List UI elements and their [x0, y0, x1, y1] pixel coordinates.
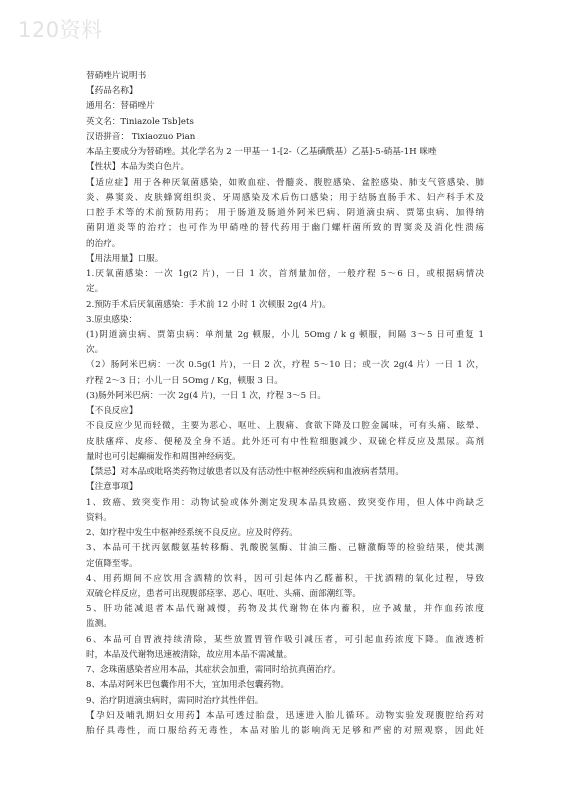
- text-line: 汉语拼音： Tixiaozuo Pian: [86, 131, 196, 142]
- text-line: 英文名：Tiniazole Tsb]ets: [86, 116, 194, 127]
- text-line: 量时也可引起癫痫发作和周围神经病变。: [86, 451, 241, 462]
- text-line: 1.厌氧菌感染：一次 1g(2 片)，一日 1 次，首剂量加倍，一般疗程 5～6 日，或根据病情决: [86, 269, 484, 280]
- text-line: 双硫仑样反应，患者可出现腹部痉挛、恶心、呕吐、头痛、面部潮红等。: [86, 588, 362, 599]
- section-heading: 【性状】本品为类白色片。: [86, 162, 190, 173]
- text-line: 监测。: [86, 619, 112, 630]
- text-line: (1)阴道滴虫病、贾第虫病：单剂量 2g 顿服，小儿 5Omg / k g 顿服，间隔 3～5 日可重复 1: [86, 329, 484, 340]
- text-line: 1、致癌、致突变作用：动物试验或体外测定发现本品具致癌、致突变作用，但人体中尚缺乏: [86, 497, 484, 508]
- document-body: [86, 72, 484, 742]
- section-heading: 【禁忌】对本品或吡咯类药物过敏患者以及有活动性中枢神经疾病和血液病者禁用。: [86, 467, 404, 478]
- text-line: 皮肤瘙痒、皮疹、便秘及全身不适。此外还可有中性粒细胞减少、双硫仑样反应及黑尿。高剂: [86, 436, 484, 447]
- text-line: 8、本品对阿米巴包囊作用不大，宜加用杀包囊药物。: [86, 680, 290, 691]
- text-line: 9、治疗阴道滴虫病时，需同时治疗其性伴侣。: [86, 695, 264, 706]
- text-line: 4、用药期间不应饮用含酒精的饮料，因可引起体内乙醛蓄积，干扰酒精的氧化过程，导致: [86, 573, 484, 584]
- text-line: 的治疗。: [86, 238, 121, 249]
- text-line: 2、如疗程中发生中枢神经系统不良反应。应及时停药。: [86, 528, 298, 539]
- text-line: 7、念珠菌感染者应用本品，其症状会加重，需同时给抗真菌治疗。: [86, 665, 341, 676]
- text-line: 炎、鼻窦炎、皮肤蜂窝组织炎、牙周感染及术后伤口感染；用于结肠直肠手术、妇产科手术及: [86, 192, 484, 203]
- text-line: (3)肠外阿米巴病：一次 2g(4 片)，一日 1 次，疗程 3～5 日。: [86, 390, 326, 401]
- section-heading: 【用法用量】口服。: [86, 253, 164, 264]
- text-line: 3、本品可干扰丙氨酸氨基转移酶、乳酸脱氢酶、甘油三酯、己糖激酶等的检验结果，使其测: [86, 543, 484, 554]
- section-heading: 【药品名称】: [86, 86, 138, 97]
- text-line: 通用名：替硝唑片: [86, 101, 155, 112]
- text-line: 口腔手术等的术前预防用药； 用于肠道及肠道外阿米巴病、阴道滴虫病、贾第虫病、加得纳: [86, 208, 484, 219]
- text-line: 2.预防手术后厌氧菌感染：手术前 12 小时 1 次顿服 2g(4 片)。: [86, 299, 331, 310]
- text-line: 【孕妇及哺乳期妇女用药】本品可透过胎盘，迅速进入胎儿循环。动物实验发现腹腔给药对: [86, 710, 484, 721]
- text-line: 【适应症】用于各种厌氧菌感染，如败血症、骨髓炎、腹腔感染、盆腔感染、肺支气管感染、肺: [86, 177, 484, 188]
- text-line: 疗程 2～3 日；小儿一日 5Omg / Kg，顿服 3 日。: [86, 375, 283, 386]
- text-line: 3.原虫感染：: [86, 314, 138, 325]
- text-line: 6、本品可自胃液持续清除，某些放置胃管作吸引减压者，可引起血药浓度下降。血液透析: [86, 634, 484, 645]
- text-line: 胎仔具毒性，而口服给药无毒性，本品对胎儿的影响尚无足够和严密的对照观察，因此妊: [86, 726, 484, 737]
- text-line: 次。: [86, 345, 104, 356]
- watermark-logo: 120资料: [18, 18, 103, 42]
- text-line: 定值降至零。: [86, 558, 138, 569]
- text-line: 菌阴道炎等的治疗；也可作为甲硝唑的替代药用于幽门螺杆菌所致的胃窦炎及消化性溃疡: [86, 223, 484, 234]
- doc-title: 替硝唑片说明书: [86, 71, 147, 81]
- section-heading: 【不良反应】: [86, 406, 138, 417]
- text-line: （2）肠阿米巴病：一次 0.5g(1 片)，一日 2 次，疗程 5～10 日；或一次 2g(4 片）一日 1 次，: [86, 360, 484, 371]
- text-line: 本品主要成分为替硝唑。其化学名为 2 一甲基一 1-[2-（乙基磺酰基）乙基]-5-硝基-1H 咪唑: [86, 147, 437, 158]
- text-line: 定。: [86, 284, 104, 295]
- text-line: 资料。: [86, 512, 112, 523]
- text-line: 5、肝功能减退者本品代谢减慢，药物及其代谢物在体内蓄积，应予减量，并作血药浓度: [86, 604, 484, 615]
- section-heading: 【注意事项】: [86, 482, 138, 493]
- text-line: 不良反应少见而轻微，主要为恶心、呕吐、上腹痛、食欲下降及口腔金属味，可有头痛、眩晕、: [86, 421, 484, 432]
- text-line: 时，本品及代谢物迅速被清除，故应用本品不需减量。: [86, 649, 293, 660]
